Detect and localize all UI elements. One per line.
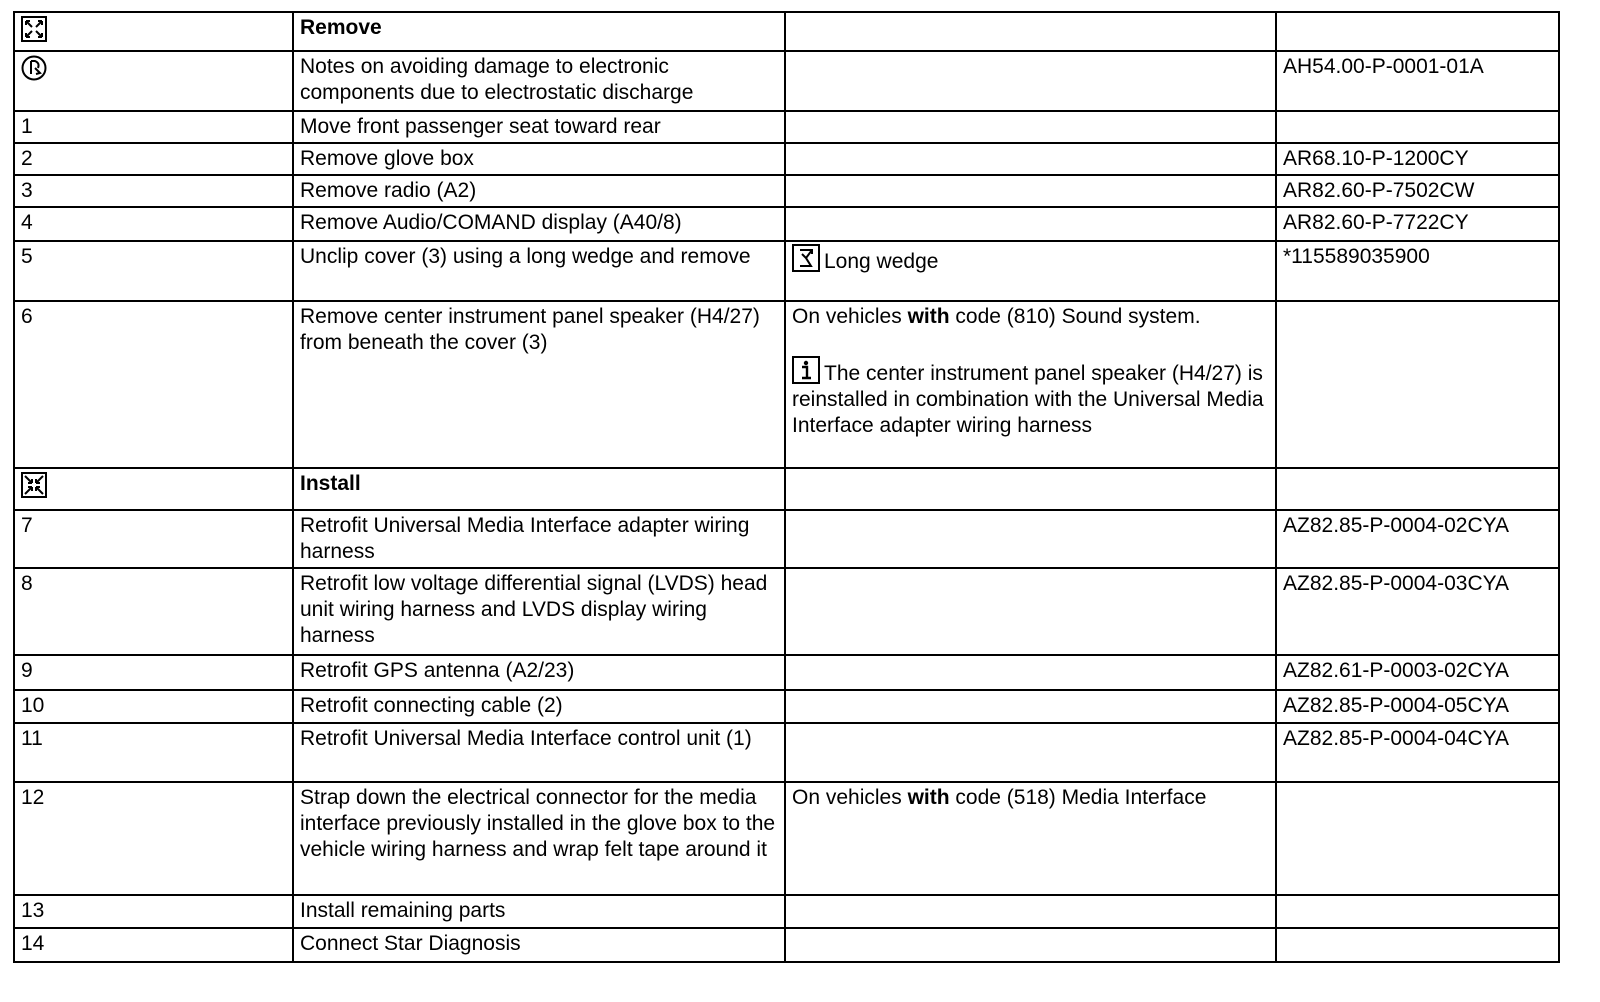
- tool-icon: [792, 244, 820, 272]
- step-number: 6: [14, 301, 293, 468]
- table-row: [14, 207, 1559, 241]
- disassembly-icon: [21, 16, 47, 42]
- step-description: Remove radio (A2): [293, 175, 785, 207]
- note-cell: [785, 143, 1276, 175]
- step-number: 11: [14, 723, 293, 782]
- step-description: Retrofit Universal Media Interface adapter wiring harness: [293, 510, 785, 568]
- ref-cell: [1276, 111, 1559, 143]
- section-title-remove: Remove: [293, 12, 785, 51]
- note-cell: [785, 175, 1276, 207]
- note-cell: [785, 510, 1276, 568]
- note-cell: [785, 723, 1276, 782]
- reference-link[interactable]: AZ82.85-P-0004-05CYA: [1276, 690, 1559, 723]
- table-row: [14, 143, 1559, 175]
- note-cell: [785, 782, 1276, 895]
- step-number: 12: [14, 782, 293, 895]
- table-row: [14, 241, 1559, 301]
- reference-link[interactable]: AR82.60-P-7502CW: [1276, 175, 1559, 207]
- note-cell: [785, 568, 1276, 655]
- note-cell: [785, 111, 1276, 143]
- step-description: Retrofit connecting cable (2): [293, 690, 785, 723]
- ref-cell: [1276, 928, 1559, 962]
- step-number: 1: [14, 111, 293, 143]
- reference-link[interactable]: AR82.60-P-7722CY: [1276, 207, 1559, 241]
- table-row: [14, 510, 1559, 568]
- step-number: 4: [14, 207, 293, 241]
- note-cell: [785, 690, 1276, 723]
- note-cell: [785, 51, 1276, 111]
- ref-cell: [1276, 895, 1559, 928]
- table-row: [14, 111, 1559, 143]
- reference-link[interactable]: AZ82.85-P-0004-03CYA: [1276, 568, 1559, 655]
- step-description: Install remaining parts: [293, 895, 785, 928]
- step-description: Notes on avoiding damage to electronic components due to electrostatic discharge: [293, 51, 785, 111]
- table-row: [14, 690, 1559, 723]
- step-description: Connect Star Diagnosis: [293, 928, 785, 962]
- table-row: [14, 655, 1559, 690]
- note-cell: [785, 655, 1276, 690]
- assembly-icon: [21, 472, 47, 498]
- tool-part-number[interactable]: *115589035900: [1276, 241, 1559, 301]
- note-cell: [785, 468, 1276, 510]
- step-number: 2: [14, 143, 293, 175]
- step-number: 8: [14, 568, 293, 655]
- step-description: Remove Audio/COMAND display (A40/8): [293, 207, 785, 241]
- step-description: Retrofit GPS antenna (A2/23): [293, 655, 785, 690]
- ref-cell: [1276, 12, 1559, 51]
- note-cell: [785, 301, 1276, 468]
- reference-link[interactable]: AZ82.85-P-0004-02CYA: [1276, 510, 1559, 568]
- table-row: [14, 12, 1559, 51]
- ref-cell: [1276, 301, 1559, 468]
- step-description: Unclip cover (3) using a long wedge and remove: [293, 241, 785, 301]
- note-cell: [785, 12, 1276, 51]
- table-row: [14, 895, 1559, 928]
- step-number: 3: [14, 175, 293, 207]
- ref-cell: [1276, 782, 1559, 895]
- table-row: [14, 468, 1559, 510]
- step-description: Remove glove box: [293, 143, 785, 175]
- ref-cell: [1276, 468, 1559, 510]
- note-cell: [785, 207, 1276, 241]
- table-row: [14, 568, 1559, 655]
- step-number: 7: [14, 510, 293, 568]
- step-description: Remove center instrument panel speaker (H4/27) from beneath the cover (3): [293, 301, 785, 468]
- note-cell: [785, 928, 1276, 962]
- note-cell: [785, 241, 1276, 301]
- procedure-table: [13, 11, 1560, 963]
- vehicle-condition: On vehicles with code (810) Sound system.: [792, 305, 1201, 328]
- step-description: Move front passenger seat toward rear: [293, 111, 785, 143]
- step-cell: [14, 51, 293, 111]
- step-number: 9: [14, 655, 293, 690]
- table-row: [14, 723, 1559, 782]
- step-description: Retrofit low voltage differential signal (LVDS) head unit wiring harness and LVDS display wiring harness: [293, 568, 785, 655]
- reference-link[interactable]: AH54.00-P-0001-01A: [1276, 51, 1559, 111]
- table-row: [14, 301, 1559, 468]
- table-row: [14, 51, 1559, 111]
- step-description: Retrofit Universal Media Interface control unit (1): [293, 723, 785, 782]
- step-description: Strap down the electrical connector for the media interface previously installed in the glove box to the vehicle wiring harness and wrap felt tape around it: [293, 782, 785, 895]
- vehicle-condition: On vehicles with code (518) Media Interface: [792, 786, 1207, 809]
- step-number: 10: [14, 690, 293, 723]
- step-number: 14: [14, 928, 293, 962]
- reference-link[interactable]: AZ82.61-P-0003-02CYA: [1276, 655, 1559, 690]
- info-icon: [792, 356, 820, 384]
- info-note: The center instrument panel speaker (H4/27) is reinstalled in combination with the Universal Media Interface adapter wiring harness: [792, 362, 1264, 437]
- section-title-install: Install: [293, 468, 785, 510]
- step-cell: [14, 12, 293, 51]
- reference-link[interactable]: AZ82.85-P-0004-04CYA: [1276, 723, 1559, 782]
- table-row: [14, 175, 1559, 207]
- step-number: 5: [14, 241, 293, 301]
- step-number: 13: [14, 895, 293, 928]
- table-row: [14, 782, 1559, 895]
- esd-warning-icon: [21, 55, 47, 81]
- special-tool-label: Long wedge: [824, 250, 939, 273]
- reference-link[interactable]: AR68.10-P-1200CY: [1276, 143, 1559, 175]
- step-cell: [14, 468, 293, 510]
- note-cell: [785, 895, 1276, 928]
- table-row: [14, 928, 1559, 962]
